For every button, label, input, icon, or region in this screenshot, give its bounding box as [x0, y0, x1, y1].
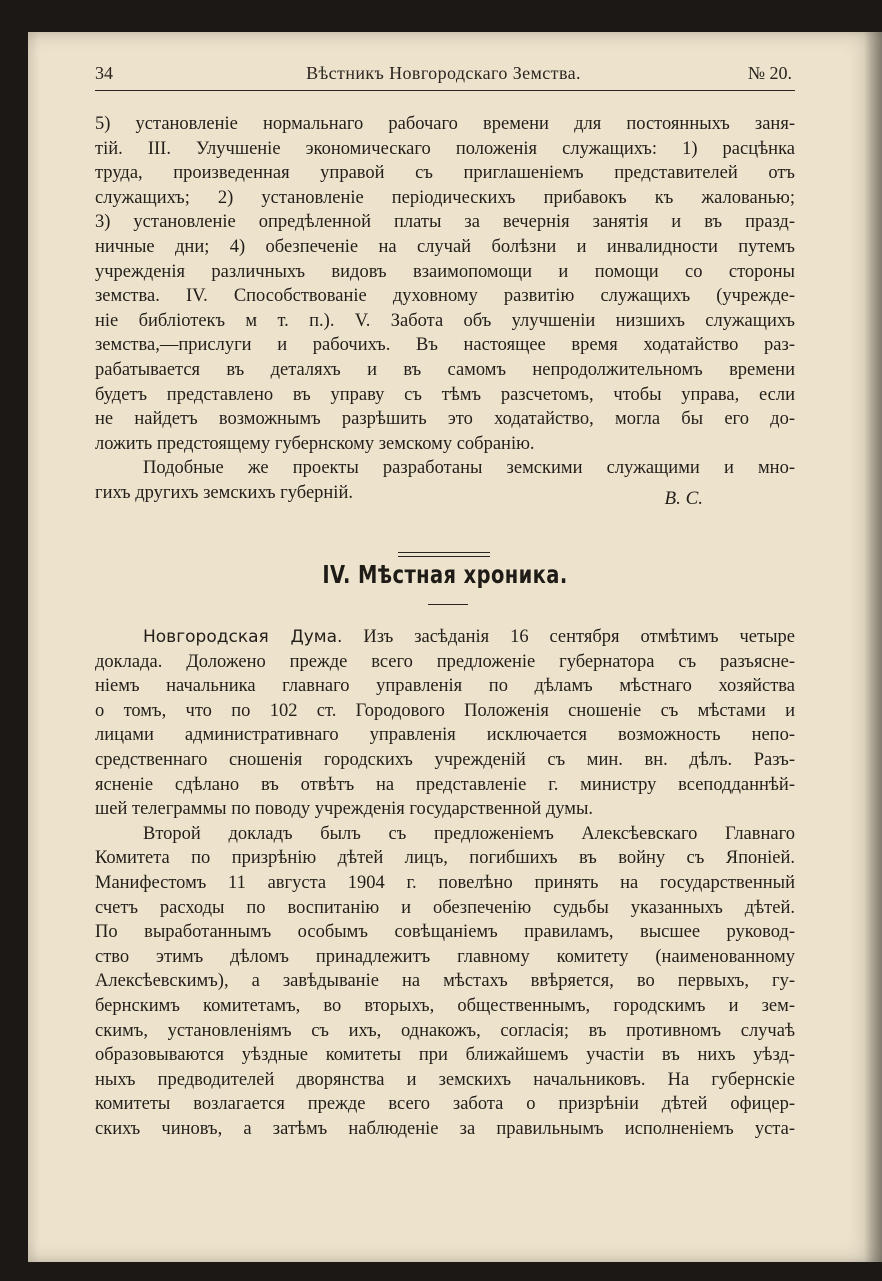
- text-line: шей телеграммы по поводу учрежденія государственной думы.: [95, 799, 594, 820]
- text-line: рабатывается въ деталяхъ и въ самомъ непродолжительномъ времени: [95, 359, 795, 380]
- text-line: ство этимъ дѣломъ принадлежитъ главному комитету (наименованному: [95, 946, 795, 967]
- section2-text: [95, 625, 795, 1141]
- text-line: образовываются уѣздные комитеты при ближайшемъ участіи въ нихъ уѣзд-: [95, 1045, 795, 1066]
- page-number: 34: [95, 63, 113, 83]
- separator-rule-top: [398, 552, 490, 553]
- text-line: средственнаго сношенія городскихъ учрежденій съ мин. вн. дѣлъ. Разъ-: [95, 749, 795, 770]
- text-line-first: [95, 625, 795, 650]
- first-line-text: Изъ засѣданія 16 сентября отмѣтимъ четыре: [363, 627, 795, 647]
- text-line: Подобные же проекты разработаны земскими служащими и мно-: [143, 458, 795, 479]
- text-line: труда, произведенная управой съ приглашеніемъ представителей отъ: [95, 163, 795, 184]
- signature: В. С.: [664, 488, 703, 509]
- text-line: По выработаннымъ особымъ совѣщаніемъ правиламъ, высшее руковод-: [95, 922, 795, 943]
- text-line: о томъ, что по 102 ст. Городового Положенія сношеніе съ мѣстами и: [95, 700, 795, 721]
- text-line: Манифестомъ 11 августа 1904 г. повелѣно принять на государственный: [95, 872, 795, 893]
- text-line: лицами административнаго управленія исключается возможность непо-: [95, 725, 795, 746]
- running-title: Вѣстникъ Новгородскаго Земства.: [306, 63, 581, 83]
- section1-text: [95, 112, 795, 506]
- text-line: гихъ другихъ земскихъ губерній.: [95, 482, 353, 503]
- text-line: ніе библіотекъ м т. п.). V. Забота объ улучшеніи низшихъ служащихъ: [95, 310, 795, 331]
- running-header: [95, 63, 792, 87]
- text-line: скимъ, установленіямъ съ ихъ, однакожъ, согласія; въ противномъ случаѣ: [95, 1020, 795, 1041]
- text-line: не найдетъ возможнымъ разрѣшить это ходатайство, могла бы его до-: [95, 409, 795, 430]
- page-gutter-shadow: [864, 32, 882, 1262]
- text-line: Алексѣевскимъ), а завѣдываніе на мѣстахъ ввѣряется, во первыхъ, гу-: [95, 971, 795, 992]
- lead-in: Новгородская Дума.: [143, 627, 343, 647]
- text-line: тій. III. Улучшеніе экономическаго положенія служащихъ: 1) расцѣнка: [95, 138, 795, 159]
- text-line: ныхъ предводителей дворянства и земскихъ начальниковъ. На губернскіе: [95, 1069, 795, 1090]
- text-line: счетъ расходы по воспитанію и обезпеченію судьбы указанныхъ дѣтей.: [95, 897, 795, 918]
- text-line: ничные дни; 4) обезпеченіе на случай болѣзни и инвалидности путемъ: [95, 236, 795, 257]
- text-line: будетъ представлено въ управу съ тѣмъ разсчетомъ, чтобы управа, если: [95, 384, 795, 405]
- text-line: скихъ чиновъ, а затѣмъ наблюденіе за правильнымъ исполненіемъ уста-: [95, 1118, 795, 1139]
- text-line: ложить предстоящему губернскому земскому собранію.: [95, 433, 535, 454]
- text-line: земства. IV. Способствованіе духовному развитію служащихъ (учрежде-: [95, 286, 795, 307]
- section-heading: IV. Мѣстная хроника.: [322, 560, 568, 589]
- text-line: ясненіе сдѣлано въ отвѣтъ на представленіе г. министру всеподданнѣй-: [95, 774, 795, 795]
- text-line: Второй докладъ былъ съ предложеніемъ Алексѣевскаго Главнаго: [143, 823, 795, 844]
- text-line: учрежденія различныхъ видовъ взаимопомощи и помощи со стороны: [95, 261, 795, 282]
- header-rule: [95, 90, 795, 91]
- text-line: земства,—прислуги и рабочихъ. Въ настоящее время ходатайство раз-: [95, 335, 795, 356]
- text-line: Комитета по призрѣнію дѣтей лицъ, погибшихъ въ войну съ Японіей.: [95, 848, 795, 869]
- text-line: доклада. Доложено прежде всего предложеніе губернатора съ разъясне-: [95, 651, 795, 672]
- text-line: ніемъ начальника главнаго управленія по дѣламъ мѣстнаго хозяйства: [95, 676, 795, 697]
- text-line: бернскимъ комитетамъ, во вторыхъ, общественнымъ, городскимъ и зем-: [95, 995, 795, 1016]
- text-line: 5) установленіе нормальнаго рабочаго времени для постоянныхъ заня-: [95, 114, 795, 134]
- issue-number: № 20.: [747, 63, 792, 83]
- text-line: комитеты возлагается прежде всего забота о призрѣніи дѣтей офицер-: [95, 1094, 795, 1115]
- separator-rule-bottom: [398, 556, 490, 557]
- text-line: служащихъ; 2) установленіе періодическихъ прибавокъ къ жалованью;: [95, 187, 795, 208]
- heading-rule: [428, 604, 468, 605]
- text-line: 3) установленіе опредѣленной платы за вечернія занятія и въ празд-: [95, 212, 795, 233]
